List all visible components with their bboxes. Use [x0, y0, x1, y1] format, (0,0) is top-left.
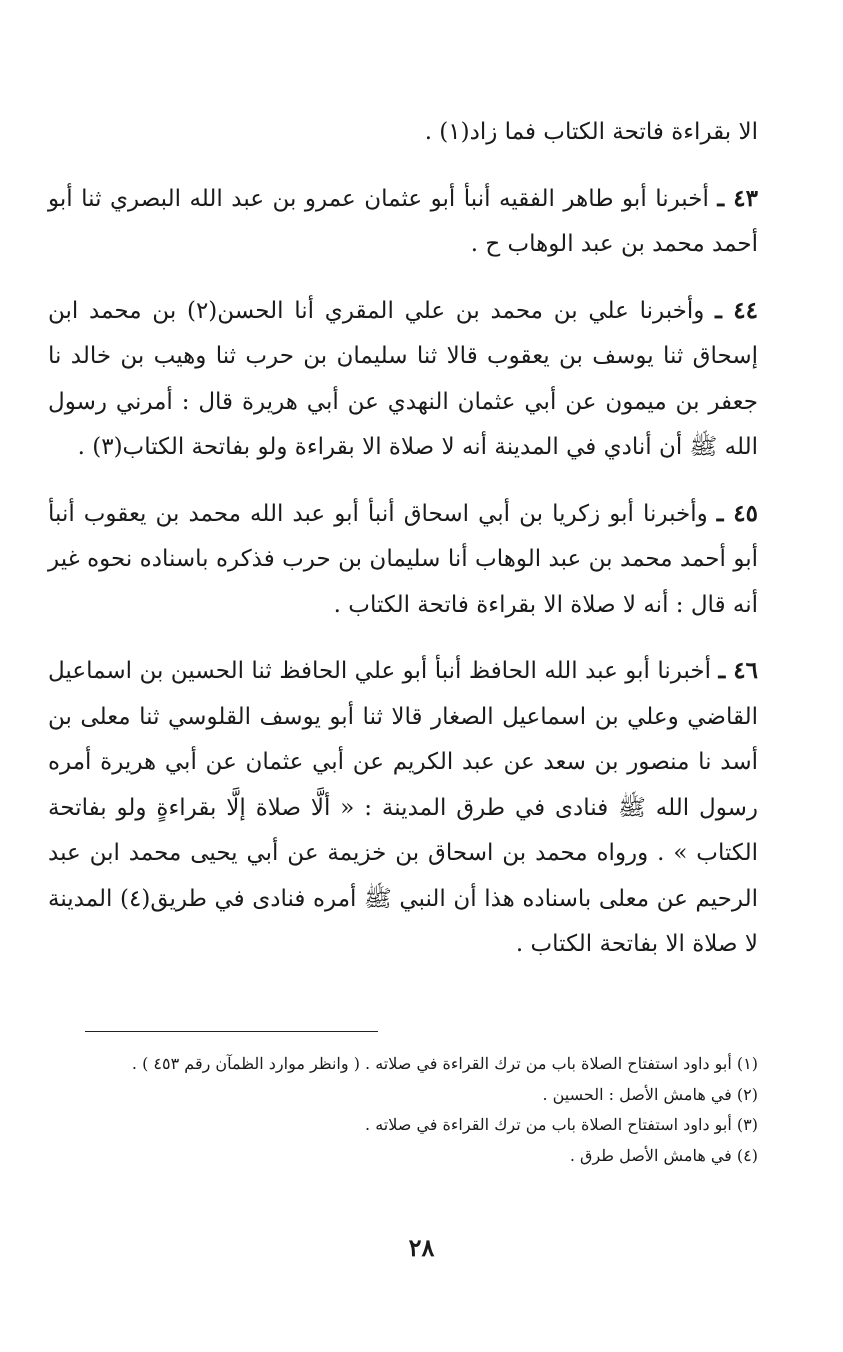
main-text	[48, 110, 758, 968]
hadith-number: ٤٤ ـ	[715, 296, 758, 324]
footnotes	[48, 1049, 758, 1171]
paragraph-text: وأخبرنا علي بن محمد بن علي المقري أنا الحسن(٢) بن محمد ابن إسحاق ثنا يوسف بن يعقوب قالا ثنا سليمان بن حرب ثنا وهيب بن خالد نا جعفر بن ميمون عن أبي عثمان النهدي عن أبي هريرة قال : أمرني رسول الله ﷺ أن أنادي في المدينة أنه لا صلاة الا بقراءة ولو بفاتحة الكتاب(٣) .	[48, 297, 758, 460]
paragraph-text: وأخبرنا أبو زكريا بن أبي اسحاق أنبأ أبو عبد الله محمد بن يعقوب أنبأ أبو أحمد محمد بن عبد الوهاب أنا سليمان بن حرب فذكره باسناده نحوه غير أنه قال : أنه لا صلاة الا بقراءة فاتحة الكتاب .	[48, 500, 758, 618]
hadith-number: ٤٦ ـ	[718, 657, 759, 684]
hadith-46	[48, 648, 758, 968]
hadith-number: ٤٣ ـ	[717, 184, 759, 212]
paragraph-text: الا بقراءة فاتحة الكتاب فما زاد(١) .	[424, 119, 758, 145]
page-number: ٢٨	[408, 1233, 435, 1262]
paragraph-text: أخبرنا أبو طاهر الفقيه أنبأ أبو عثمان عمرو بن عبد الله البصري ثنا أبو أحمد محمد بن عبد الوهاب ح .	[48, 185, 758, 257]
paragraph-text: أخبرنا أبو عبد الله الحافظ أنبأ أبو علي الحافظ ثنا الحسين بن اسماعيل القاضي وعلي بن اسماعيل الصغار قالا ثنا أبو يوسف القلوسي ثنا معلى بن أسد نا منصور بن سعد عن عبد الكريم عن أبي عثمان عن أبي هريرة أمره رسول الله ﷺ فنادى في طرق المدينة : « ألَّا صلاة إلَّا بقراءةٍ ولو بفاتحة الكتاب » . ورواه محمد بن اسحاق بن خزيمة عن أبي يحيى محمد ابن عبد الرحيم عن معلى باسناده هذا أن النبي ﷺ أمره فنادى في طريق(٤) المدينة لا صلاة الا بفاتحة الكتاب .	[48, 658, 758, 957]
hadith-number: ٤٥ ـ	[716, 499, 758, 527]
footnote-4: (٤) في هامش الأصل طرق .	[569, 1145, 758, 1165]
footnote-divider	[85, 1031, 378, 1032]
footnote-3: (٣) أبو داود استفتاح الصلاة باب من ترك القراءة في صلاته .	[365, 1115, 758, 1134]
footnote-2: (٢) في هامش الأصل : الحسين .	[542, 1084, 758, 1104]
footnote-1: (١) أبو داود استفتاح الصلاة باب من ترك القراءة في صلاته . ( وانظر موارد الظمآن رقم ٤٥٣ ) .	[131, 1054, 758, 1073]
paragraph-continuation	[48, 110, 758, 156]
hadith-45	[48, 491, 758, 629]
hadith-44	[48, 288, 758, 471]
hadith-43	[48, 176, 758, 268]
